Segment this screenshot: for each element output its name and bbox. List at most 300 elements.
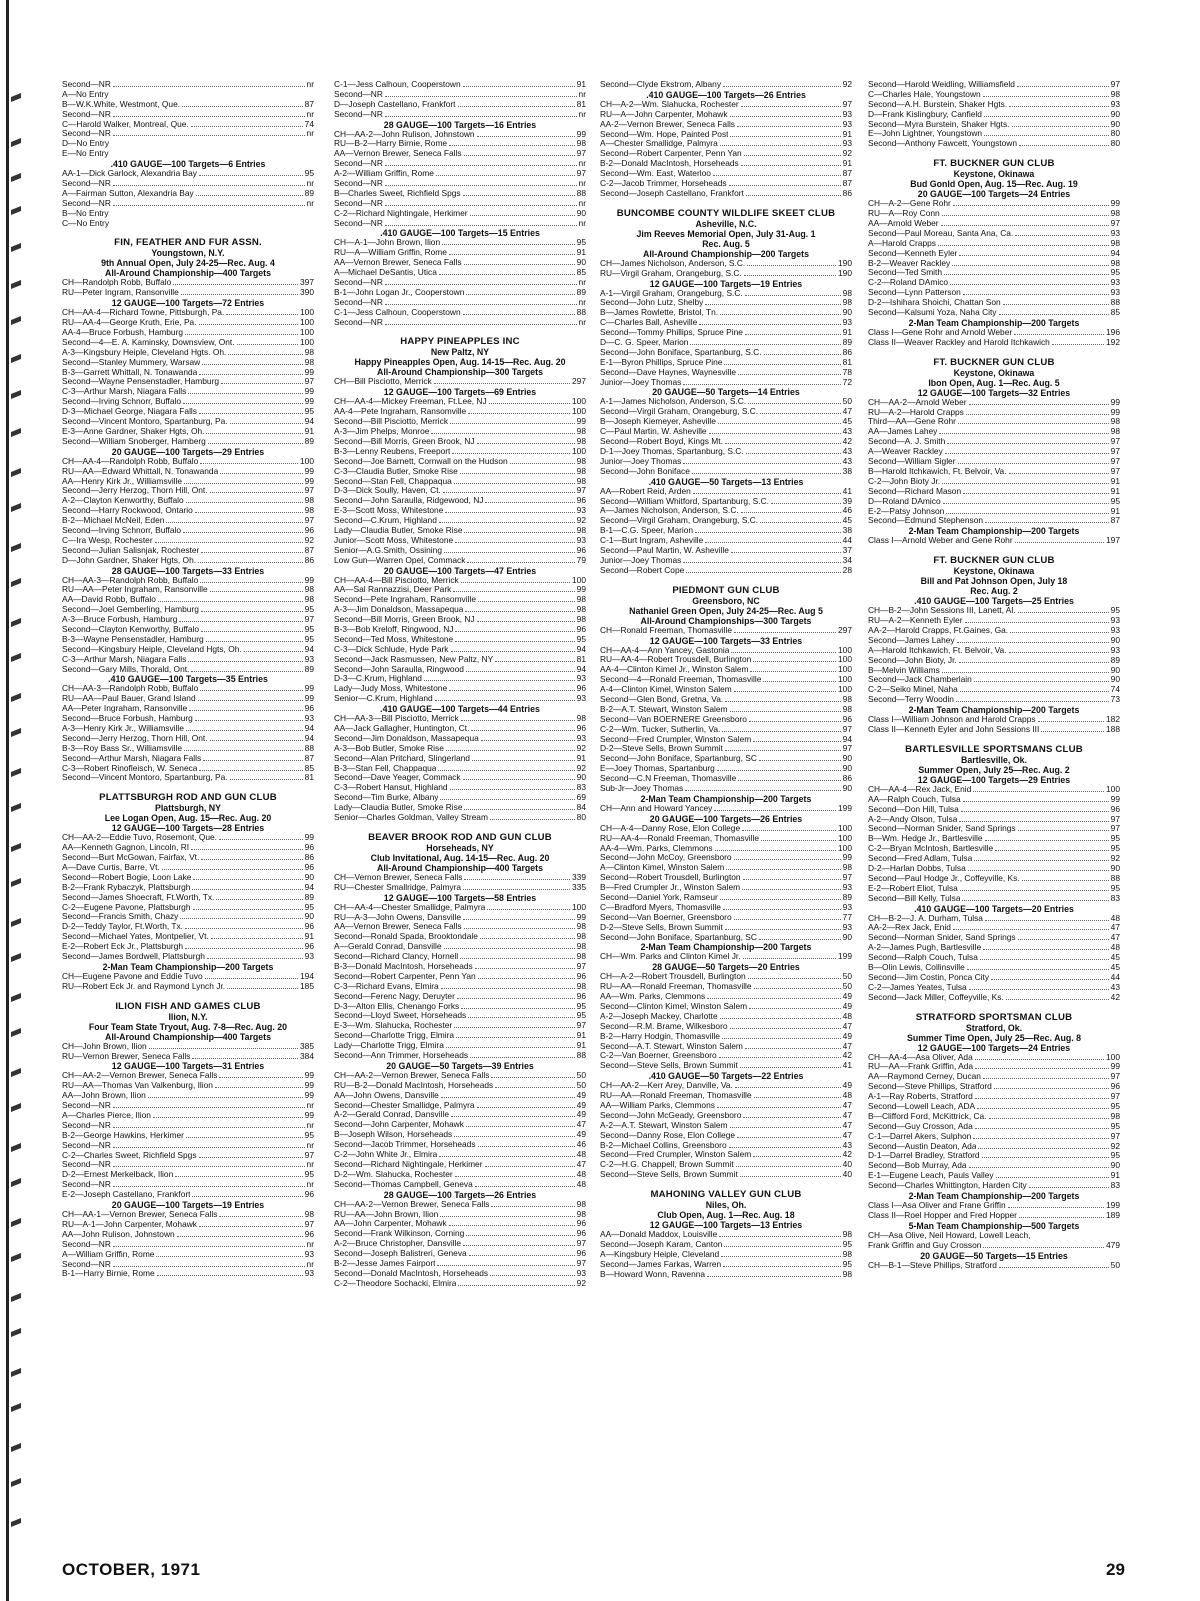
dot-leader <box>196 194 303 196</box>
score: 98 <box>304 506 314 516</box>
dot-leader <box>460 957 575 959</box>
score: 99 <box>1110 1062 1120 1072</box>
result-row <box>600 685 852 695</box>
shooter-entry: A-3—Bob Butler, Smoke Rise <box>334 743 444 753</box>
score: 92 <box>576 743 586 753</box>
score: 87 <box>304 753 314 763</box>
dot-leader <box>113 204 305 206</box>
shooter-entry: C-2—Theodore Sochacki, Elmira <box>334 1278 457 1288</box>
score: 83 <box>576 783 586 793</box>
dot-leader <box>454 1135 574 1137</box>
score: 98 <box>1110 89 1120 99</box>
dot-leader <box>753 740 840 742</box>
shooter-entry: Second—4—Ronald Freeman, Thomasville <box>600 675 762 685</box>
result-row <box>868 834 1120 844</box>
shooter-entry: Second—NR <box>62 80 111 89</box>
shooter-entry: Second—Jack Miller, Coffeyville, Ks. <box>868 992 1004 1002</box>
score: 98 <box>576 1199 586 1209</box>
shooter-entry: CH—B-1—Steve Phillips, Stratford <box>868 1260 997 1270</box>
result-row <box>62 209 314 219</box>
dot-leader <box>185 947 303 949</box>
dot-leader <box>939 432 1108 434</box>
score: 48 <box>842 1011 852 1021</box>
results-column-3 <box>600 80 852 1280</box>
shooter-entry: CH—Wm. Parks and Clinton Kimel Jr. <box>600 952 741 962</box>
dot-leader <box>385 283 577 285</box>
score: 85 <box>576 268 586 278</box>
dot-leader <box>705 541 840 543</box>
edge-scan-mark <box>11 1328 21 1337</box>
shooter-entry: Second—Glen Bond, Gretna, Va. <box>600 694 724 704</box>
result-row <box>600 982 852 992</box>
edge-scan-mark <box>11 578 21 587</box>
dot-leader <box>946 512 1108 514</box>
result-row <box>62 169 314 179</box>
shooter-entry: D—Roland DAmico <box>868 496 941 506</box>
shooter-entry: A—James Nicholson, Anderson, S.C. <box>600 506 739 516</box>
dot-leader <box>166 521 302 523</box>
shooter-entry: CH—AA-2—Vernon Brewer, Seneca Falls <box>62 1071 218 1081</box>
club-heading: FIN, FEATHER AND FUR ASSN. <box>114 237 262 249</box>
shooter-entry: Second—Julian Salisnjak, Rochester <box>62 545 200 555</box>
dot-leader <box>966 413 1109 415</box>
result-row <box>600 764 852 774</box>
dot-leader <box>956 700 1109 702</box>
result-row <box>600 1012 852 1022</box>
dot-leader <box>721 1255 840 1257</box>
result-row <box>868 1241 1120 1251</box>
dot-leader <box>683 462 840 464</box>
shooter-entry: D-2—Wm. Slahucka, Rochester <box>334 1169 453 1179</box>
shooter-entry: AA-2—Vernon Brewer, Seneca Falls <box>600 119 735 129</box>
shooter-entry: Second—Wayne Pensenstadler, Hamburg <box>62 377 220 387</box>
score: 44 <box>1110 972 1120 982</box>
result-row <box>868 417 1120 427</box>
result-row <box>600 328 852 338</box>
result-row <box>334 100 586 110</box>
result-row <box>62 922 314 932</box>
result-row <box>600 1131 852 1141</box>
shooter-entry: Second—Joe Barnett, Cornwall on the Hudson <box>334 456 508 466</box>
dot-leader <box>195 511 303 513</box>
score: 93 <box>1110 625 1120 635</box>
binding-edge-rule <box>6 0 9 1601</box>
shooter-entry: Second—Charlotte Trigg, Elmira <box>334 1031 455 1041</box>
result-row <box>334 457 586 467</box>
dot-leader <box>455 541 575 543</box>
dot-leader <box>989 1117 1109 1119</box>
result-row <box>868 983 1120 993</box>
result-row <box>62 863 314 873</box>
shooter-entry: Second—Jerry Herzog, Thorn Hill, Ont. <box>62 486 208 496</box>
shooter-entry: Second—Austin Deaton, Ada <box>868 1141 977 1151</box>
dot-leader <box>720 898 841 900</box>
shooter-entry: Second—Vincent Montoro, Spartanburg, Pa. <box>62 417 228 427</box>
result-row <box>334 903 586 913</box>
score: 98 <box>576 466 586 476</box>
result-row <box>600 873 852 883</box>
score: 47 <box>842 1120 852 1130</box>
dot-leader <box>1052 343 1104 345</box>
score: 85 <box>1110 308 1120 318</box>
result-row <box>334 793 586 803</box>
score: 91 <box>842 159 852 169</box>
event-heading: .410 GAUGE—100 Targets—6 Entries <box>110 159 266 170</box>
shooter-entry: RU—A-2—Kenneth Eyler <box>868 616 963 626</box>
shooter-entry: D-1—Darrel Bradley, Stratford <box>868 1151 980 1161</box>
score: 97 <box>576 1021 586 1031</box>
dot-leader <box>157 1274 303 1276</box>
score: 100 <box>300 328 314 338</box>
dot-leader <box>718 422 841 424</box>
result-row <box>334 1021 586 1031</box>
score: 98 <box>576 1209 586 1219</box>
score: 37 <box>842 545 852 555</box>
result-row <box>62 437 314 447</box>
result-row <box>334 130 586 140</box>
result-row <box>62 754 314 764</box>
score: 95 <box>304 624 314 634</box>
dot-leader <box>749 1007 841 1009</box>
dot-leader <box>199 1156 303 1158</box>
score: 99 <box>842 853 852 863</box>
score: 297 <box>572 377 586 387</box>
dot-leader <box>385 303 577 305</box>
shooter-entry: B-3—Bob Kreloff, Ringwood, NJ <box>334 624 454 634</box>
score: 98 <box>842 1249 852 1259</box>
score: 199 <box>1106 1201 1120 1211</box>
result-row <box>600 933 852 943</box>
dot-leader <box>463 194 575 196</box>
dot-leader <box>464 878 570 880</box>
dot-leader <box>760 521 841 523</box>
result-row <box>62 179 314 189</box>
shooter-entry: C-3—Dick Schlude, Hyde Park <box>334 644 449 654</box>
dot-leader <box>719 1235 840 1237</box>
dot-leader <box>734 690 836 692</box>
result-row <box>62 1210 314 1220</box>
event-heading: 12 GAUGE—100 Targets—69 Entries <box>383 387 537 398</box>
shooter-entry: Second—Chester Smallidge, Palmyra <box>334 1100 475 1110</box>
dot-leader <box>735 1086 841 1088</box>
result-row <box>334 209 586 219</box>
result-row <box>868 507 1120 517</box>
dot-leader <box>470 214 575 216</box>
score: 100 <box>838 833 852 843</box>
shooter-entry: B-2—Jesse James Fairport <box>334 1258 436 1268</box>
dot-leader <box>958 462 1109 464</box>
dot-leader <box>453 590 574 592</box>
dot-leader <box>985 521 1109 523</box>
dot-leader <box>1022 879 1109 881</box>
shooter-entry: Junior—Scott Moss, Whitestone <box>334 535 454 545</box>
result-row <box>62 912 314 922</box>
shooter-entry: A-1—Ray Roberts, Stratford <box>868 1092 973 1102</box>
result-row <box>62 189 314 199</box>
shooter-entry: Second—NR <box>62 129 111 139</box>
result-row <box>868 1062 1120 1072</box>
result-row <box>600 1150 852 1160</box>
score: 93 <box>304 654 314 664</box>
result-row <box>600 259 852 269</box>
score: 97 <box>1110 1131 1120 1141</box>
dot-leader <box>707 997 841 999</box>
score: 100 <box>300 337 314 347</box>
result-row <box>334 139 586 149</box>
shooter-entry: AA—Wm. Parks, Clemmons <box>600 992 706 1002</box>
dot-leader <box>219 838 303 840</box>
result-row <box>868 80 1120 90</box>
shooter-entry: Second—4—E. A. Kaminsky, Downsview, Ont. <box>62 337 235 347</box>
club-heading: HAPPY PINEAPPLES INC <box>400 336 520 348</box>
result-row <box>600 725 852 735</box>
shooter-entry: Second—Guy Crosson, Ada <box>868 1121 973 1131</box>
shooter-entry: Second—NR <box>334 159 383 169</box>
dot-leader <box>219 1215 302 1217</box>
result-row <box>334 803 586 813</box>
score: 47 <box>842 1130 852 1140</box>
score: 91 <box>842 129 852 139</box>
event-heading: 28 GAUGE—100 Targets—16 Entries <box>383 119 537 130</box>
result-row <box>600 427 852 437</box>
dot-leader <box>458 1284 574 1286</box>
result-row <box>600 397 852 407</box>
shooter-entry: Second—C.Krum, Highland <box>334 516 437 526</box>
result-row <box>868 536 1120 546</box>
dot-leader <box>206 640 303 642</box>
dot-leader <box>1019 144 1109 146</box>
dot-leader <box>958 422 1109 424</box>
dot-leader <box>983 95 1109 97</box>
result-row <box>62 506 314 516</box>
shooter-entry: E-2—Patsy Johnson <box>868 506 945 516</box>
result-row <box>868 1122 1120 1132</box>
shooter-entry: AA-4—Bruce Forbush, Hamburg <box>62 328 184 338</box>
shooter-entry: RU—B-2—Donald MacIntosh, Horseheads <box>334 1080 494 1090</box>
result-row <box>62 397 314 407</box>
dot-leader <box>1018 938 1109 940</box>
shooter-entry: Junior—Joey Thomas <box>600 555 682 565</box>
score: 93 <box>576 674 586 684</box>
score: 80 <box>576 813 586 822</box>
dot-leader <box>439 521 575 523</box>
dot-leader <box>211 937 303 939</box>
dot-leader <box>228 353 302 355</box>
shooter-entry: Second—Paul Moreau, Santa Ana, Ca. <box>868 228 1014 238</box>
dot-leader <box>198 699 303 701</box>
dot-leader <box>730 115 841 117</box>
dot-leader <box>490 1274 575 1276</box>
score: 93 <box>304 952 314 962</box>
score: 48 <box>576 1150 586 1160</box>
shooter-entry: B—Joseph Kiemeyer, Asheville <box>600 417 716 427</box>
score: 88 <box>576 188 586 198</box>
event-heading: 20 GAUGE—100 Targets—19 Entries <box>111 1200 265 1211</box>
shooter-entry: Second—Bill Pisciotto, Merrick <box>334 417 449 427</box>
result-row <box>334 149 586 159</box>
shooter-entry: Second—Don Hill, Tulsa <box>868 804 959 814</box>
result-row <box>868 914 1120 924</box>
shooter-entry: D—Frank Kislingbury, Canfield <box>868 109 982 119</box>
score: 97 <box>304 1219 314 1229</box>
shooter-entry: Second—NR <box>62 109 111 119</box>
event-heading: All-Around Championship—400 Targets <box>104 1031 271 1042</box>
dot-leader <box>487 908 570 910</box>
dot-leader <box>491 1076 574 1078</box>
dot-leader <box>737 1136 841 1138</box>
dot-leader <box>443 491 575 493</box>
result-row <box>62 139 314 149</box>
score: 90 <box>576 258 586 268</box>
score: 81 <box>304 773 314 783</box>
result-row <box>334 506 586 516</box>
shooter-entry: B-3—Garrett Whittall, N. Tonawanda <box>62 367 198 377</box>
shooter-entry: C-1—Darrel Akers, Sulphon <box>868 1131 972 1141</box>
dot-leader <box>495 660 574 662</box>
dot-leader <box>960 690 1109 692</box>
dot-leader <box>754 987 841 989</box>
dot-leader <box>199 323 299 325</box>
score: 197 <box>1106 536 1120 546</box>
shooter-entry: CH—A-2—Wm. Slahucka, Rochester <box>600 99 739 109</box>
dot-leader <box>713 174 841 176</box>
result-row <box>334 1081 586 1091</box>
dot-leader <box>749 720 841 722</box>
score: nr <box>306 80 314 89</box>
result-row <box>600 1270 852 1280</box>
result-row <box>334 1229 586 1239</box>
score: nr <box>306 1101 314 1111</box>
dot-leader <box>742 829 836 831</box>
result-row <box>600 497 852 507</box>
score: 74 <box>304 119 314 129</box>
shooter-entry: B—Joseph Wilson, Horseheads <box>334 1130 453 1140</box>
score: 49 <box>842 1081 852 1091</box>
score: 98 <box>576 595 586 605</box>
dot-leader <box>690 343 840 345</box>
shooter-entry: Second—John McCoy, Greensboro <box>600 853 732 863</box>
score: 95 <box>1110 1151 1120 1161</box>
score: 50 <box>842 972 852 982</box>
event-heading: .410 GAUGE—100 Targets—44 Entries <box>380 704 540 715</box>
dot-leader <box>184 749 303 751</box>
dot-leader <box>724 1245 840 1247</box>
result-row <box>62 1131 314 1141</box>
club-heading: STRATFORD SPORTSMAN CLUB <box>915 1011 1073 1023</box>
event-heading: Club Invitational, Aug. 14-15—Rec. Aug. 20 <box>370 852 550 863</box>
result-row <box>868 725 1120 735</box>
score: nr <box>578 297 586 307</box>
result-row <box>600 754 852 764</box>
result-row <box>868 636 1120 646</box>
result-row <box>62 734 314 744</box>
shooter-entry: Second—Joel Gemberling, Hamburg <box>62 605 199 615</box>
shooter-entry: AA—Vernon Brewer, Seneca Falls <box>334 922 462 932</box>
shooter-entry: B-2—A.T. Stewart, Winston Salem <box>600 704 728 714</box>
dot-leader <box>475 1185 575 1187</box>
score: 88 <box>1110 298 1120 308</box>
dot-leader <box>745 294 841 296</box>
dot-leader <box>451 650 575 652</box>
score: 92 <box>1110 1141 1120 1151</box>
dot-leader <box>745 1047 841 1049</box>
event-heading: 2-Man Team Championship—200 Targets <box>908 1191 1080 1202</box>
result-row <box>600 407 852 417</box>
shooter-entry: Second—Robert Bogie, Loon Lake <box>62 872 192 882</box>
score: 97 <box>1110 1072 1120 1082</box>
shooter-entry: Second—John Saraulla, Ridgewood, NJ <box>334 496 484 506</box>
score: 41 <box>842 486 852 496</box>
shooter-entry: Second—Jacob Trimmer, Horseheads <box>334 1140 476 1150</box>
result-row <box>600 1002 852 1012</box>
shooter-entry: B—James Rowlette, Bristol, Tn. <box>600 308 719 318</box>
score: 192 <box>1106 337 1120 347</box>
event-heading: .410 GAUGE—50 Targets—13 Entries <box>648 476 804 487</box>
dot-leader <box>771 502 841 504</box>
shooter-entry: CH—AA-1—Vernon Brewer, Seneca Falls <box>62 1210 218 1220</box>
score: 99 <box>576 585 586 595</box>
event-heading: 2-Man Team Championship—200 Targets <box>640 793 812 804</box>
event-heading: .410 GAUGE—50 Targets—22 Entries <box>648 1071 804 1082</box>
shooter-entry: Second—John Boniface <box>600 466 690 476</box>
edge-scan-mark <box>11 1478 21 1487</box>
dot-leader <box>201 551 302 553</box>
score: 95 <box>842 1259 852 1269</box>
score: 100 <box>300 318 314 328</box>
result-row <box>62 129 314 139</box>
dot-leader <box>450 788 575 790</box>
dot-leader <box>969 403 1109 405</box>
result-row <box>600 169 852 179</box>
shooter-entry: Second—William Snoberger, Hamberg <box>62 436 206 446</box>
score: 89 <box>304 188 314 198</box>
edge-scan-mark <box>11 316 21 325</box>
score: 98 <box>842 704 852 714</box>
shooter-entry: Second—Norman Snider, Sand Springs <box>868 824 1016 834</box>
dot-leader <box>963 800 1109 802</box>
shooter-entry: A-2—Clayton Kenworthy, Buffalo <box>62 496 184 506</box>
shooter-entry: Second—Richard Clancy, Hornell <box>334 952 459 962</box>
result-row <box>600 972 852 982</box>
result-row <box>868 795 1120 805</box>
result-row <box>334 982 586 992</box>
shooter-entry: C-3—Robert Rinofleisch, W. Seneca <box>62 763 198 773</box>
score: 93 <box>1110 645 1120 655</box>
shooter-entry: B—Melvin Williams <box>868 665 940 675</box>
shooter-entry: Second—Tommy Phillips, Spruce Pine <box>600 328 743 338</box>
shooter-entry: E-3—Wm. Slahucka, Rochester <box>334 1021 453 1031</box>
shooter-entry: Third—AA—Gene Rohr <box>868 417 956 427</box>
score: 96 <box>1110 1082 1120 1092</box>
shooter-entry: Second—Clinton Kimel, Winston Salem <box>600 1002 748 1012</box>
result-row <box>600 526 852 536</box>
score: 96 <box>576 971 586 981</box>
shooter-entry: CH—A-2—Gene Rohr <box>868 199 951 209</box>
result-row <box>868 110 1120 120</box>
dot-leader <box>973 790 1104 792</box>
shooter-entry: CH—AA-2—Kerr Arey, Danville, Va. <box>600 1081 733 1091</box>
score: 98 <box>576 932 586 942</box>
score: 95 <box>304 634 314 644</box>
result-row <box>600 506 852 516</box>
result-row <box>334 1002 586 1012</box>
dot-leader <box>977 1107 1109 1109</box>
dot-leader <box>455 640 575 642</box>
shooter-entry: Second—Daniel York, Ramseur <box>600 893 718 902</box>
score: 95 <box>304 1130 314 1140</box>
result-row <box>334 1259 586 1269</box>
score: 90 <box>842 308 852 318</box>
